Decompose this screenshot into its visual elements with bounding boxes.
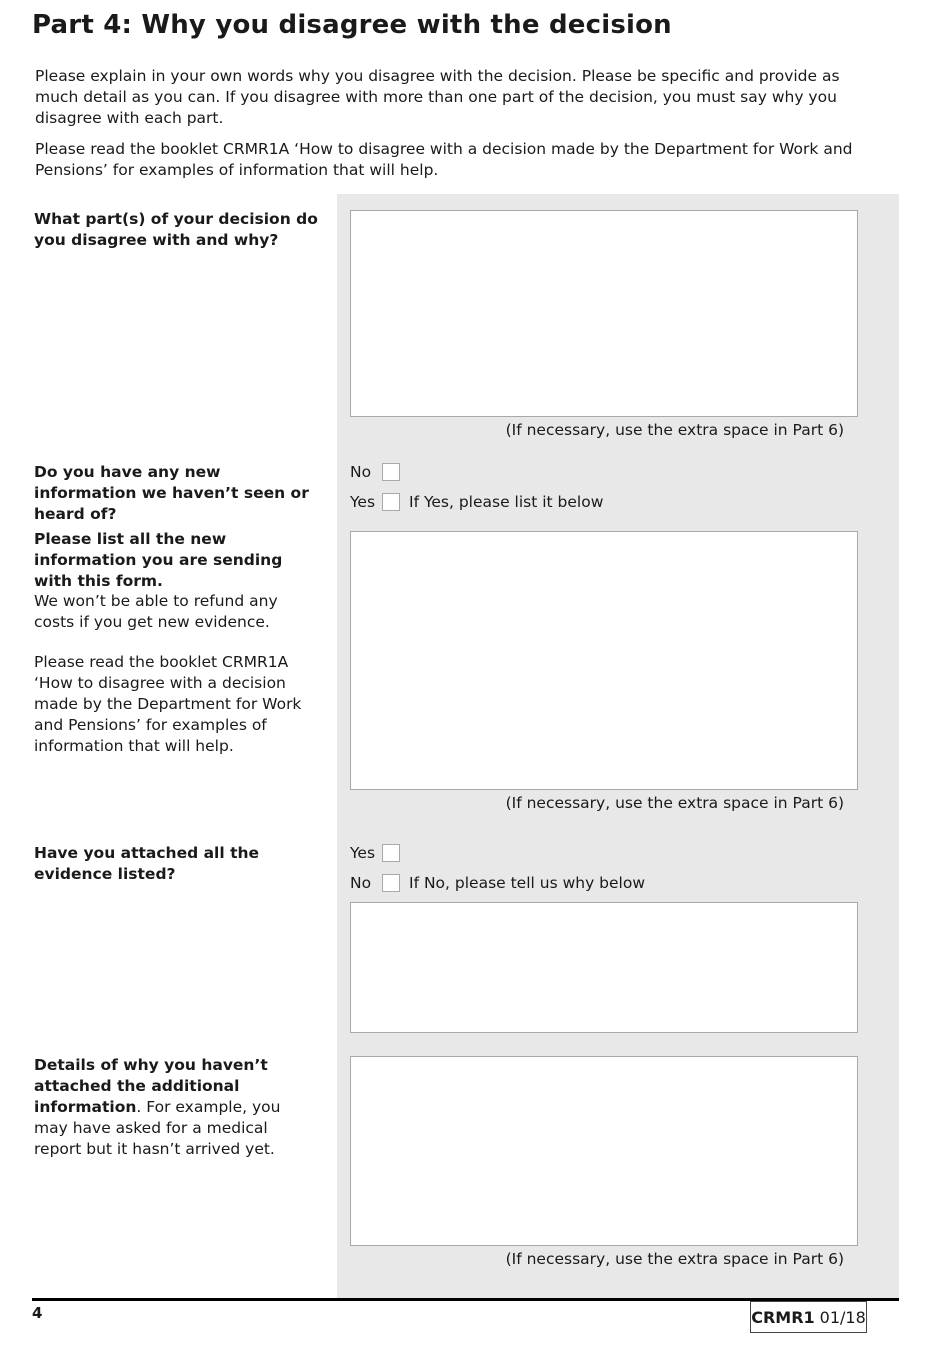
q2-no-label: No bbox=[350, 463, 372, 481]
q4-no-label: No bbox=[350, 874, 372, 892]
new-information-field[interactable] bbox=[350, 531, 858, 790]
q2-label: Do you have any new information we haven’t seen or heard of? bbox=[34, 463, 309, 523]
q3-label: Please list all the new information you are sending with this form. bbox=[34, 530, 283, 590]
q1-extra-space-note: (If necessary, use the extra space in Part 6) bbox=[505, 421, 844, 439]
disagree-reason-field[interactable] bbox=[350, 210, 858, 417]
q2-yes-checkbox[interactable] bbox=[382, 493, 400, 511]
q4-option-no bbox=[350, 872, 645, 894]
q5-label-bold: Details of why you haven’t attached the additional information bbox=[34, 1056, 268, 1116]
page-number: 4 bbox=[32, 1304, 43, 1322]
q3-refund-note: We won’t be able to refund any costs if you get new evidence. bbox=[34, 592, 278, 631]
intro-paragraph-1: Please explain in your own words why you disagree with the decision. Please be specific and provide as much detail as you can. If you disagree with more than one part of the decision, you must say why you disagree with each part. bbox=[35, 67, 840, 127]
q4-no-hint: If No, please tell us why below bbox=[409, 874, 646, 892]
form-reference bbox=[750, 1301, 867, 1333]
q2-yes-label: Yes bbox=[350, 493, 376, 511]
q5-label bbox=[34, 1055, 319, 1160]
evidence-reason-field[interactable] bbox=[350, 902, 858, 1033]
q2-option-no bbox=[350, 461, 400, 483]
q3-extra-space-note: (If necessary, use the extra space in Part 6) bbox=[505, 794, 844, 812]
q5-label-rest: . For example, you may have asked for a medical report but it hasn’t arrived yet. bbox=[34, 1098, 281, 1158]
q2-no-checkbox[interactable] bbox=[382, 463, 400, 481]
q4-yes-label: Yes bbox=[350, 844, 376, 862]
additional-info-details-field[interactable] bbox=[350, 1056, 858, 1246]
q5-extra-space-note: (If necessary, use the extra space in Part 6) bbox=[505, 1250, 844, 1268]
form-code: CRMR1 bbox=[751, 1307, 815, 1327]
page-title: Part 4: Why you disagree with the decision bbox=[32, 10, 672, 40]
form-date: 01/18 bbox=[819, 1307, 866, 1327]
intro-paragraph-2: Please read the booklet CRMR1A ‘How to disagree with a decision made by the Department for Work and Pensions’ for examples of information that will help. bbox=[35, 140, 853, 179]
q4-option-yes bbox=[350, 842, 400, 864]
q2-option-yes bbox=[350, 491, 603, 513]
q2-yes-hint: If Yes, please list it below bbox=[409, 493, 604, 511]
q1-label: What part(s) of your decision do you disagree with and why? bbox=[34, 210, 318, 249]
q3-booklet-note: Please read the booklet CRMR1A ‘How to disagree with a decision made by the Department for Work and Pensions’ for examples of information that will help. bbox=[34, 653, 302, 755]
q4-no-checkbox[interactable] bbox=[382, 874, 400, 892]
q4-label: Have you attached all the evidence listed? bbox=[34, 844, 260, 883]
q4-yes-checkbox[interactable] bbox=[382, 844, 400, 862]
